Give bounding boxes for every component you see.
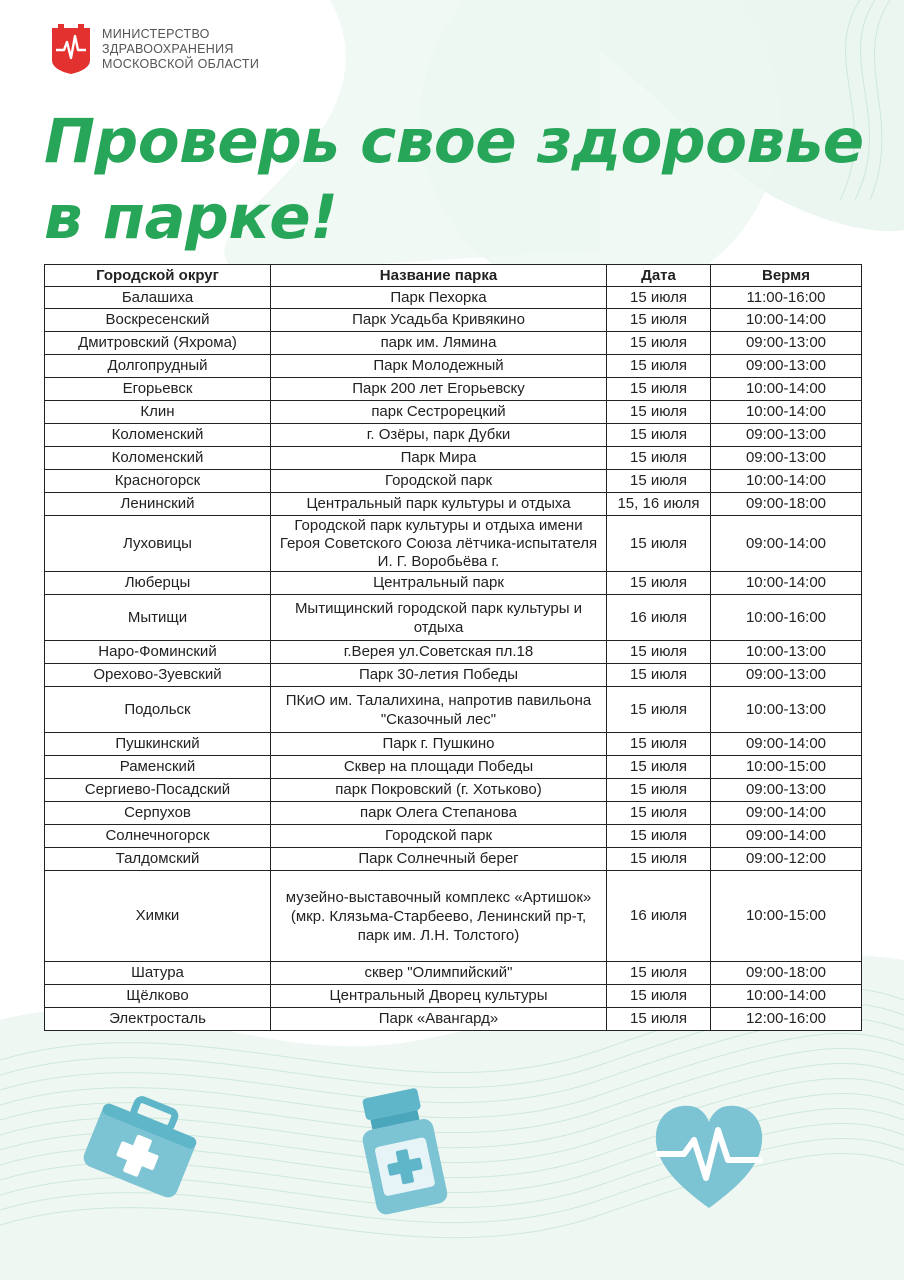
cell-time: 12:00-16:00 [711, 1008, 862, 1031]
page-title [44, 104, 864, 256]
table-row [45, 595, 862, 641]
cell-district: Дмитровский (Яхрома) [45, 332, 271, 355]
heart-ecg-icon [650, 1100, 768, 1212]
cell-district: Раменский [45, 756, 271, 779]
cell-district: Воскресенский [45, 309, 271, 332]
cell-park: Городской парк [271, 470, 607, 493]
cell-district: Талдомский [45, 848, 271, 871]
cell-date: 15 июля [607, 309, 711, 332]
table-row [45, 401, 862, 424]
table-row [45, 664, 862, 687]
cell-time: 09:00-14:00 [711, 825, 862, 848]
cell-park: Мытищинский городской парк культуры и отдыха [271, 595, 607, 641]
cell-time: 10:00-13:00 [711, 687, 862, 733]
cell-park: Парк 30-летия Победы [271, 664, 607, 687]
cell-district: Коломенский [45, 424, 271, 447]
cell-time: 09:00-14:00 [711, 733, 862, 756]
cell-district: Клин [45, 401, 271, 424]
cell-park: Центральный Дворец культуры [271, 985, 607, 1008]
cell-park: парк Сестрорецкий [271, 401, 607, 424]
cell-time: 09:00-13:00 [711, 424, 862, 447]
cell-time: 10:00-16:00 [711, 595, 862, 641]
table-row [45, 779, 862, 802]
table-row [45, 962, 862, 985]
cell-time: 10:00-15:00 [711, 756, 862, 779]
ministry-line-1: МИНИСТЕРСТВО [102, 26, 210, 41]
cell-date: 15 июля [607, 962, 711, 985]
cell-park: Городской парк культуры и отдыха имени Героя Советского Союза лётчика-испытателя И. Г. Воробьёва г. [271, 516, 607, 572]
table-row [45, 572, 862, 595]
table-row [45, 802, 862, 825]
cell-district: Химки [45, 871, 271, 962]
table-row [45, 641, 862, 664]
cell-time: 09:00-13:00 [711, 447, 862, 470]
cell-date: 15, 16 июля [607, 493, 711, 516]
cell-date: 15 июля [607, 424, 711, 447]
cell-time: 11:00-16:00 [711, 287, 862, 309]
cell-time: 09:00-12:00 [711, 848, 862, 871]
cell-time: 09:00-18:00 [711, 493, 862, 516]
cell-time: 09:00-13:00 [711, 355, 862, 378]
cell-date: 15 июля [607, 355, 711, 378]
table-body [45, 287, 862, 1031]
cell-date: 15 июля [607, 401, 711, 424]
cell-district: Серпухов [45, 802, 271, 825]
cell-park: сквер "Олимпийский" [271, 962, 607, 985]
cell-park: парк им. Лямина [271, 332, 607, 355]
cell-date: 15 июля [607, 687, 711, 733]
cell-park: Парк Пехорка [271, 287, 607, 309]
cell-park: Парк г. Пушкино [271, 733, 607, 756]
cell-date: 15 июля [607, 848, 711, 871]
cell-time: 09:00-14:00 [711, 802, 862, 825]
column-header-time: Вермя [711, 265, 862, 287]
cell-park: Парк 200 лет Егорьевску [271, 378, 607, 401]
page-title-line-1: Проверь свое здоровье [44, 106, 864, 177]
cell-time: 10:00-14:00 [711, 572, 862, 595]
table-row [45, 424, 862, 447]
cell-park: ПКиО им. Талалихина, напротив павильона "Сказочный лес" [271, 687, 607, 733]
cell-park: музейно-выставочный комплекс «Артишок» (мкр. Клязьма-Старбеево, Ленинский пр-т, парк им. Л.Н. Толстого) [271, 871, 607, 962]
table-row [45, 848, 862, 871]
cell-time: 10:00-15:00 [711, 871, 862, 962]
cell-park: Парк Усадьба Кривякино [271, 309, 607, 332]
column-header-date: Дата [607, 265, 711, 287]
table-row [45, 355, 862, 378]
table-row [45, 309, 862, 332]
cell-time: 10:00-13:00 [711, 641, 862, 664]
cell-date: 15 июля [607, 516, 711, 572]
table-header-row [45, 265, 862, 287]
table-row [45, 871, 862, 962]
cell-park: Центральный парк культуры и отдыха [271, 493, 607, 516]
cell-time: 10:00-14:00 [711, 378, 862, 401]
table-row [45, 825, 862, 848]
cell-district: Егорьевск [45, 378, 271, 401]
table-row [45, 1008, 862, 1031]
cell-date: 15 июля [607, 664, 711, 687]
table-row [45, 332, 862, 355]
cell-date: 15 июля [607, 756, 711, 779]
cell-time: 10:00-14:00 [711, 309, 862, 332]
cell-district: Сергиево-Посадский [45, 779, 271, 802]
cell-district: Электросталь [45, 1008, 271, 1031]
ministry-logo [50, 24, 92, 74]
cell-park: Парк «Авангард» [271, 1008, 607, 1031]
cell-time: 10:00-14:00 [711, 401, 862, 424]
cell-district: Щёлково [45, 985, 271, 1008]
cell-date: 15 июля [607, 287, 711, 309]
cell-district: Ленинский [45, 493, 271, 516]
cell-district: Люберцы [45, 572, 271, 595]
first-aid-kit-icon [80, 1095, 205, 1205]
cell-date: 15 июля [607, 470, 711, 493]
cell-date: 15 июля [607, 733, 711, 756]
cell-time: 09:00-13:00 [711, 779, 862, 802]
table-row [45, 378, 862, 401]
table-row [45, 470, 862, 493]
cell-district: Коломенский [45, 447, 271, 470]
cell-park: г.Верея ул.Советская пл.18 [271, 641, 607, 664]
cell-park: Городской парк [271, 825, 607, 848]
table-row [45, 756, 862, 779]
cell-park: Сквер на площади Победы [271, 756, 607, 779]
cell-park: Центральный парк [271, 572, 607, 595]
cell-date: 15 июля [607, 779, 711, 802]
table-row [45, 687, 862, 733]
cell-park: Парк Солнечный берег [271, 848, 607, 871]
table-row [45, 733, 862, 756]
cell-park: Парк Мира [271, 447, 607, 470]
cell-date: 16 июля [607, 595, 711, 641]
ministry-header [50, 24, 259, 74]
cell-date: 15 июля [607, 447, 711, 470]
column-header-district: Городской округ [45, 265, 271, 287]
cell-district: Наро-Фоминский [45, 641, 271, 664]
parks-schedule-table [44, 264, 862, 1031]
page-title-line-2: в парке! [44, 182, 338, 253]
table-row [45, 287, 862, 309]
cell-district: Долгопрудный [45, 355, 271, 378]
cell-time: 09:00-13:00 [711, 664, 862, 687]
cell-date: 15 июля [607, 641, 711, 664]
medicine-bottle-icon [352, 1088, 452, 1218]
cell-date: 15 июля [607, 802, 711, 825]
cell-district: Балашиха [45, 287, 271, 309]
cell-district: Пушкинский [45, 733, 271, 756]
cell-district: Красногорск [45, 470, 271, 493]
cell-park: парк Покровский (г. Хотьково) [271, 779, 607, 802]
cell-park: Парк Молодежный [271, 355, 607, 378]
cell-time: 09:00-14:00 [711, 516, 862, 572]
cell-park: г. Озёры, парк Дубки [271, 424, 607, 447]
cell-date: 15 июля [607, 985, 711, 1008]
cell-date: 15 июля [607, 1008, 711, 1031]
column-header-park: Название парка [271, 265, 607, 287]
cell-district: Солнечногорск [45, 825, 271, 848]
cell-time: 10:00-14:00 [711, 985, 862, 1008]
cell-district: Орехово-Зуевский [45, 664, 271, 687]
cell-district: Мытищи [45, 595, 271, 641]
cell-time: 09:00-18:00 [711, 962, 862, 985]
ministry-line-3: МОСКОВСКОЙ ОБЛАСТИ [102, 56, 260, 71]
cell-time: 10:00-14:00 [711, 470, 862, 493]
cell-date: 15 июля [607, 378, 711, 401]
table-row [45, 493, 862, 516]
cell-district: Шатура [45, 962, 271, 985]
cell-date: 15 июля [607, 332, 711, 355]
cell-date: 15 июля [607, 825, 711, 848]
cell-time: 09:00-13:00 [711, 332, 862, 355]
table-row [45, 985, 862, 1008]
table-row [45, 447, 862, 470]
cell-park: парк Олега Степанова [271, 802, 607, 825]
ministry-line-2: ЗДРАВООХРАНЕНИЯ [102, 41, 234, 56]
ministry-name [102, 27, 259, 72]
cell-district: Подольск [45, 687, 271, 733]
table-row [45, 516, 862, 572]
cell-district: Луховицы [45, 516, 271, 572]
cell-date: 15 июля [607, 572, 711, 595]
cell-date: 16 июля [607, 871, 711, 962]
